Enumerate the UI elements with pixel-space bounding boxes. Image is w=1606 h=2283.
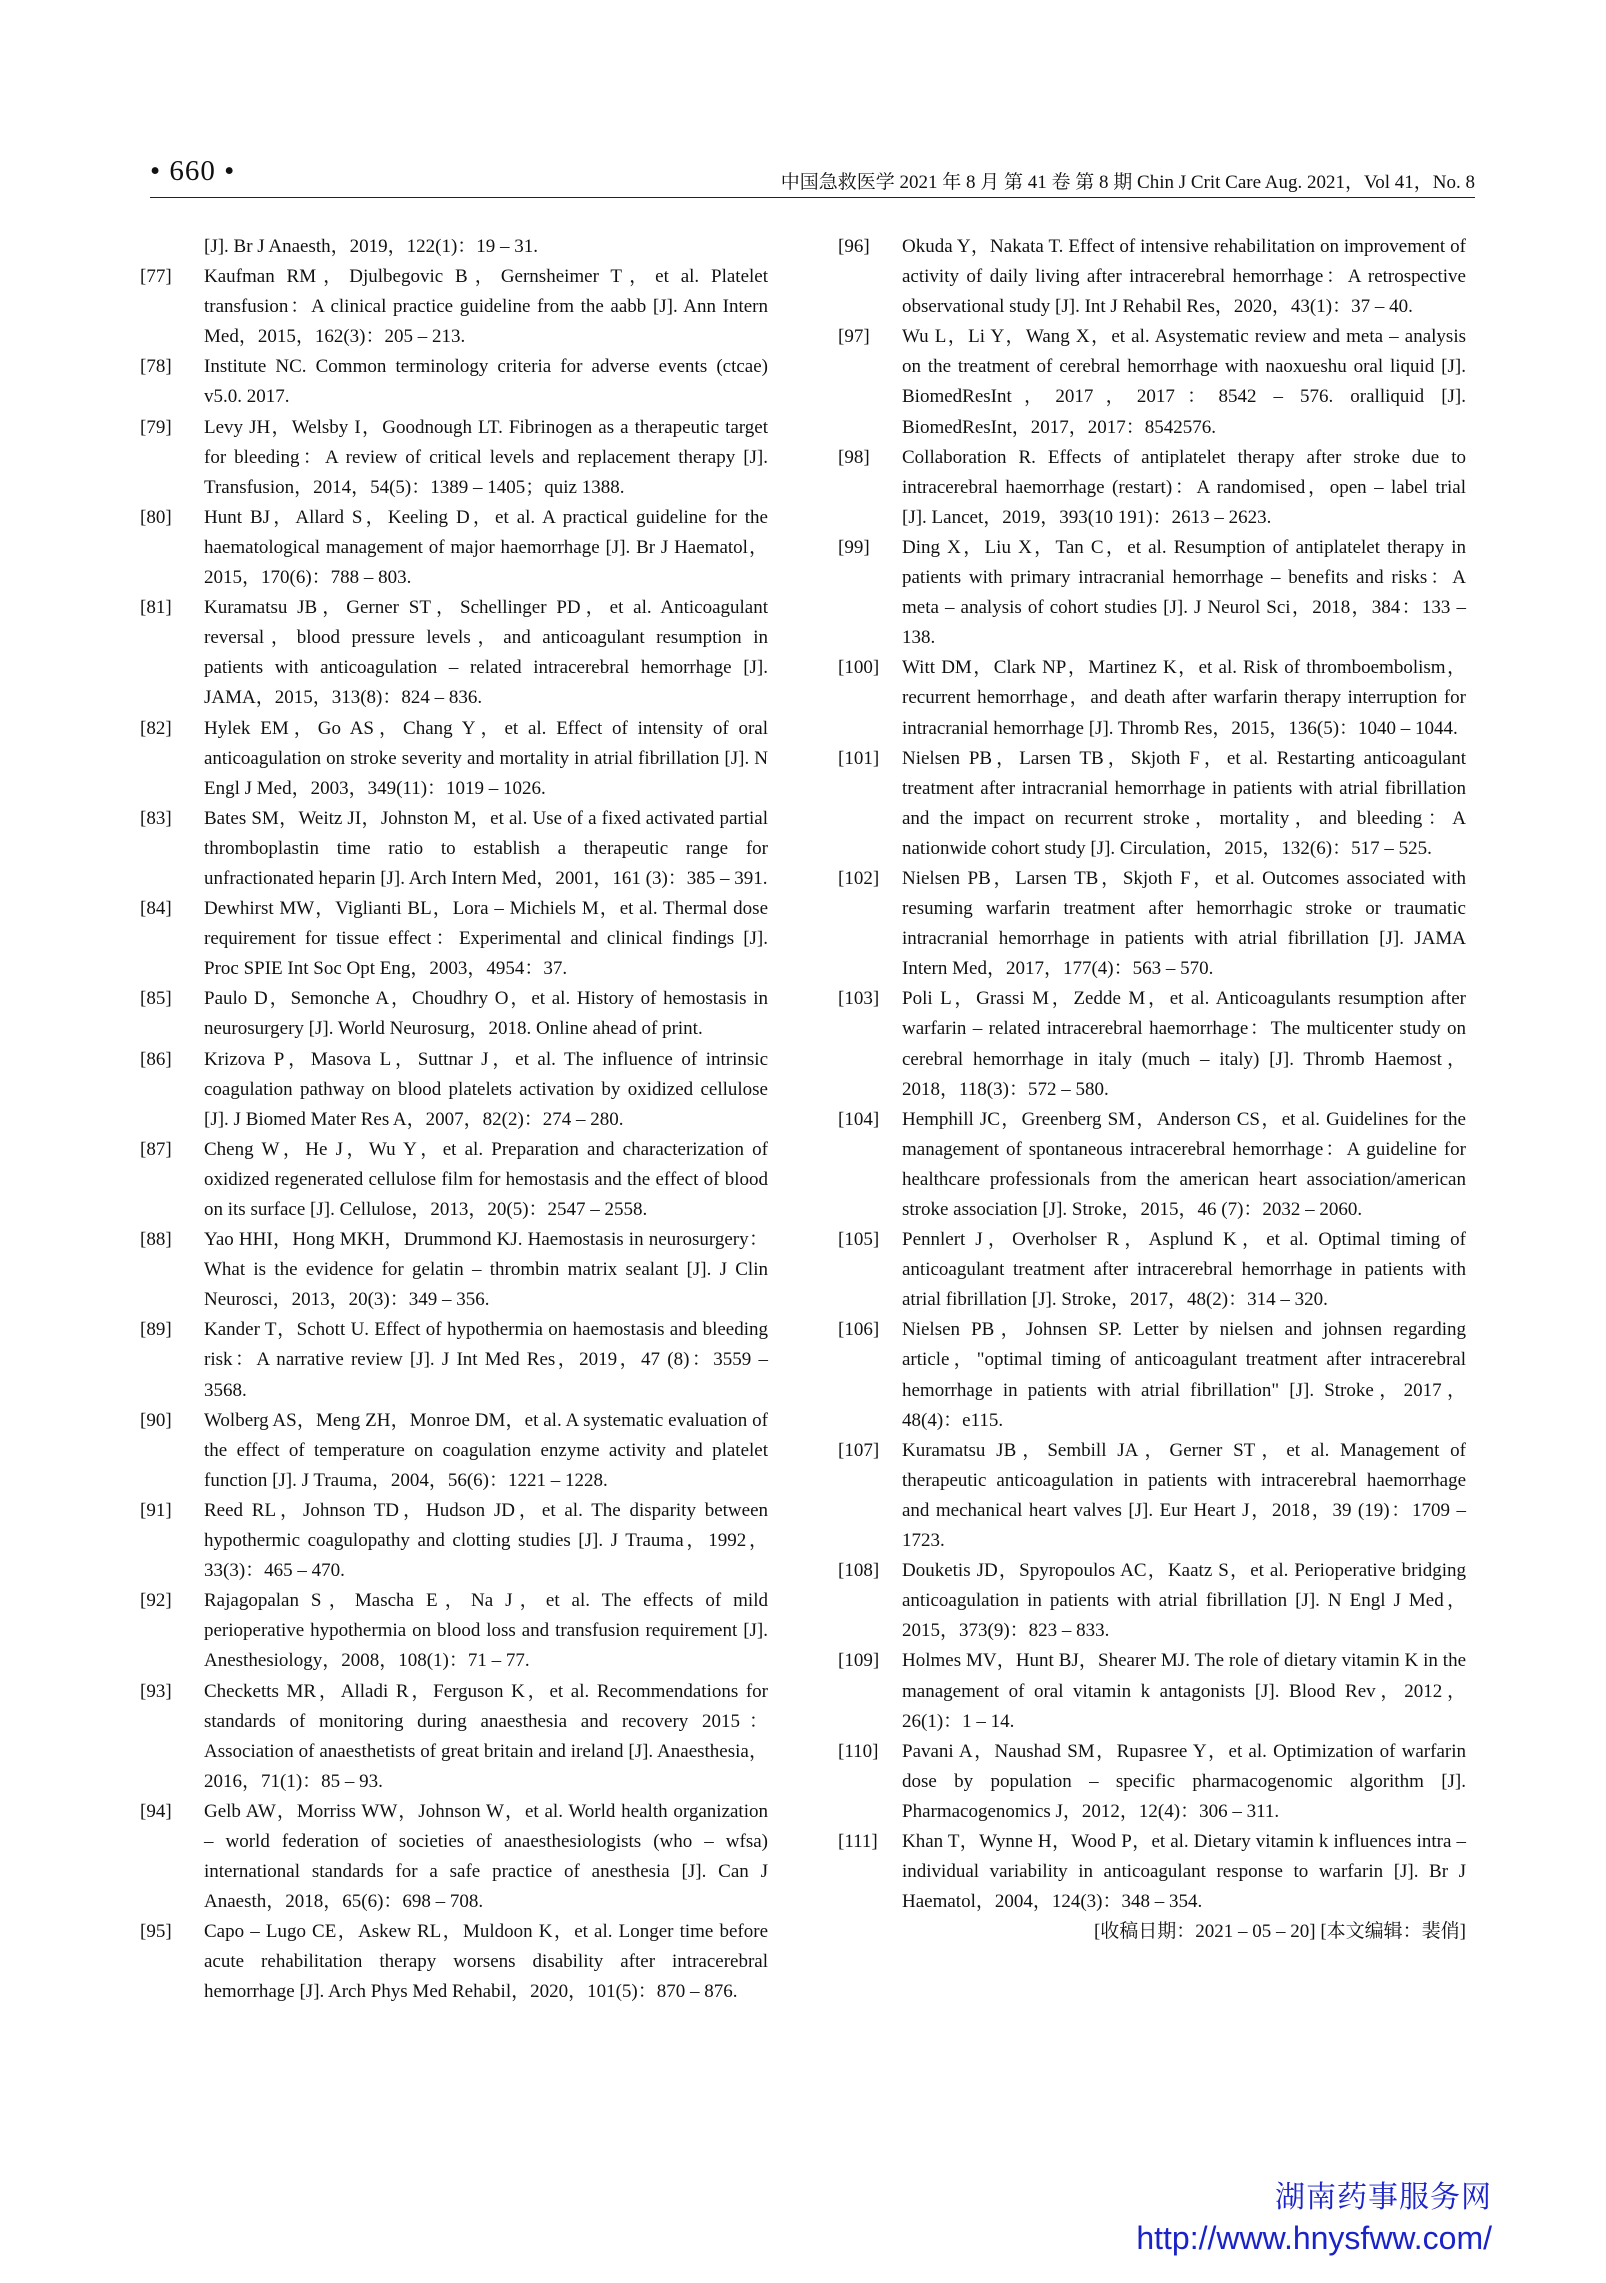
reference-number: [105]: [838, 1229, 880, 1251]
reference-text: Gelb AW，Morriss WW，Johnson W，et al. World health organization – world federation of societies of anaesthesiologists (who – wfsa) international standards for a safe practice of anesthesia [J]. Can J Anaesth，2018，65(6)：698 – 708.: [204, 1800, 768, 1913]
reference-number: [91]: [140, 1499, 172, 1521]
reference-item: [140, 714, 768, 804]
reference-number: [94]: [140, 1800, 172, 1822]
reference-text: Pennlert J，Overholser R，Asplund K，et al. Optimal timing of anticoagulant treatment after intracerebral hemorrhage in patients with atrial fibrillation [J]. Stroke，2017，48(2)：314 – 320.: [902, 1229, 1466, 1311]
watermark: [1136, 2172, 1492, 2257]
reference-item: [140, 593, 768, 713]
reference-number: [108]: [838, 1560, 880, 1582]
reference-text: Levy JH，Welsby I，Goodnough LT. Fibrinogen as a therapeutic target for bleeding：A review of critical levels and replacement therapy [J]. Transfusion，2014，54(5)：1389 – 1405；quiz 1388.: [204, 416, 768, 498]
reference-item: [140, 413, 768, 503]
reference-text: Hylek EM，Go AS，Chang Y，et al. Effect of intensity of oral anticoagulation on stroke severity and mortality in atrial fibrillation [J]. N Engl J Med，2003，349(11)：1019 – 1026.: [204, 717, 768, 799]
reference-number: [88]: [140, 1229, 172, 1251]
reference-text: Holmes MV，Hunt BJ，Shearer MJ. The role of dietary vitamin K in the management of oral vitamin k antagonists [J]. Blood Rev，2012，26(1)：1 – 14.: [902, 1650, 1466, 1732]
reference-item: [140, 1225, 768, 1315]
reference-number: [90]: [140, 1409, 172, 1431]
reference-item: [140, 1315, 768, 1405]
reference-text: Reed RL，Johnson TD，Hudson JD，et al. The disparity between hypothermic coagulopathy and clotting studies [J]. J Trauma，1992，33(3)：465 – 470.: [204, 1499, 768, 1582]
reference-number: [86]: [140, 1048, 172, 1070]
reference-number: [95]: [140, 1921, 172, 1943]
reference-number: [87]: [140, 1138, 172, 1160]
reference-item: [838, 1827, 1466, 1917]
reference-number: [103]: [838, 988, 880, 1010]
reference-item: [838, 744, 1466, 864]
reference-number: [107]: [838, 1439, 880, 1461]
reference-item: [838, 443, 1466, 533]
reference-number: [109]: [838, 1650, 880, 1672]
reference-continuation: [J]. Br J Anaesth，2019，122(1)：19 – 31.: [204, 236, 539, 257]
reference-list-right: [838, 232, 1466, 1917]
reference-text: Khan T，Wynne H，Wood P，et al. Dietary vitamin k influences intra – individual variability in anticoagulant response to warfarin [J]. Br J Haematol，2004，124(3)：348 – 354.: [902, 1830, 1466, 1913]
reference-number: [110]: [838, 1740, 879, 1762]
reference-number: [79]: [140, 416, 172, 438]
reference-number: [77]: [140, 266, 172, 288]
watermark-site-name: 湖南药事服务网: [1275, 2180, 1492, 2215]
reference-text: Paulo D，Semonche A，Choudhry O，et al. History of hemostasis in neurosurgery [J]. World Neurosurg，2018. Online ahead of print.: [204, 988, 768, 1040]
reference-text: Ding X，Liu X，Tan C，et al. Resumption of antiplatelet therapy in patients with primary intracranial hemorrhage – benefits and risks：A meta – analysis of cohort studies [J]. J Neurol Sci，2018，384：133 – 138.: [902, 536, 1466, 649]
reference-number: [89]: [140, 1319, 172, 1341]
reference-text: Collaboration R. Effects of antiplatelet therapy after stroke due to intracerebral haemorrhage (restart)：A randomised，open – label trial [J]. Lancet，2019，393(10 191)：2613 – 2623.: [902, 446, 1466, 528]
reference-text: Poli L，Grassi M，Zedde M，et al. Anticoagulants resumption after warfarin – related intracerebral haemorrhage：The multicenter study on cerebral hemorrhage in italy (much – italy) [J]. Thromb Haemost，2018，118(3)：572 – 580.: [902, 988, 1466, 1100]
reference-item: [140, 1045, 768, 1135]
reference-list-left: [140, 262, 768, 2007]
reference-item: [838, 1646, 1466, 1736]
reference-item: [140, 1797, 768, 1917]
reference-item: [140, 1917, 768, 2007]
reference-item: [140, 804, 768, 894]
reference-text: Hemphill JC，Greenberg SM，Anderson CS，et al. Guidelines for the management of spontaneous intracerebral hemorrhage：A guideline for healthcare professionals from the american heart association/american stroke association [J]. Stroke，2015，46 (7)：2032 – 2060.: [902, 1108, 1466, 1220]
reference-text: Kaufman RM，Djulbegovic B，Gernsheimer T，et al. Platelet transfusion：A clinical practice guideline from the aabb [J]. Ann Intern Med，2015，162(3)：205 – 213.: [204, 266, 768, 348]
received-date-editor-note: [收稿日期：2021 – 05 – 20] [本文编辑：裴俏]: [1093, 1921, 1466, 1943]
reference-number: [100]: [838, 657, 880, 679]
reference-item: [838, 232, 1466, 322]
reference-text: Kuramatsu JB，Gerner ST，Schellinger PD，et al. Anticoagulant reversal，blood pressure levels，and anticoagulant resumption in patients with anticoagulation – related intracerebral hemorrhage [J]. JAMA，2015，313(8)：824 – 836.: [204, 597, 768, 709]
reference-item: [838, 1556, 1466, 1646]
reference-text: Witt DM，Clark NP，Martinez K，et al. Risk of thromboembolism，recurrent hemorrhage，and death after warfarin therapy interruption for intracranial hemorrhage [J]. Thromb Res，2015，136(5)：1040 – 1044.: [902, 657, 1466, 739]
page-number: • 660 •: [150, 155, 236, 187]
reference-number: [99]: [838, 536, 870, 558]
reference-text: Bates SM，Weitz JI，Johnston M，et al. Use of a fixed activated partial thromboplastin time ratio to establish a therapeutic range for unfractionated heparin [J]. Arch Intern Med，2001，161 (3)：385 – 391.: [204, 807, 768, 889]
header-rule: [150, 197, 1475, 198]
reference-item: [140, 1586, 768, 1676]
references-left-column: [140, 232, 768, 2008]
reference-text: Institute NC. Common terminology criteria for adverse events (ctcae) v5.0. 2017.: [204, 356, 768, 408]
reference-number: [80]: [140, 506, 172, 528]
journal-header: 中国急救医学 2021 年 8 月 第 41 卷 第 8 期 Chin J Crit Care Aug. 2021，Vol 41，No. 8: [780, 172, 1475, 193]
reference-text: Okuda Y，Nakata T. Effect of intensive rehabilitation on improvement of activity of daily living after intracerebral hemorrhage：A retrospective observational study [J]. Int J Rehabil Res，2020，43(1)：37 – 40.: [902, 236, 1466, 318]
reference-item: [838, 1105, 1466, 1225]
reference-item: [140, 262, 768, 352]
reference-item: [838, 984, 1466, 1104]
reference-item: [140, 1406, 768, 1496]
reference-number: [84]: [140, 898, 172, 920]
reference-number: [85]: [140, 988, 172, 1010]
reference-number: [101]: [838, 747, 880, 769]
reference-item: [838, 864, 1466, 984]
reference-text: Pavani A，Naushad SM，Rupasree Y，et al. Optimization of warfarin dose by population – specific pharmacogenomic algorithm [J]. Pharmacogenomics J，2012，12(4)：306 – 311.: [902, 1740, 1466, 1822]
reference-number: [92]: [140, 1590, 172, 1612]
reference-text: Nielsen PB，Larsen TB，Skjoth F，et al. Restarting anticoagulant treatment after intracranial hemorrhage in patients with atrial fibrillation and the impact on recurrent stroke，mortality，and bleeding：A nationwide cohort study [J]. Circulation，2015，132(6)：517 – 525.: [902, 747, 1466, 859]
reference-text: Nielsen PB，Larsen TB，Skjoth F，et al. Outcomes associated with resuming warfarin treatment after hemorrhagic stroke or traumatic intracranial hemorrhage in patients with atrial fibrillation [J]. JAMA Intern Med，2017，177(4)：563 – 570.: [902, 867, 1466, 980]
reference-number: [83]: [140, 807, 172, 829]
reference-number: [96]: [838, 236, 870, 257]
reference-number: [93]: [140, 1680, 172, 1702]
reference-text: Kuramatsu JB，Sembill JA，Gerner ST，et al. Management of therapeutic anticoagulation in patients with intracerebral haemorrhage and mechanical heart valves [J]. Eur Heart J，2018，39 (19)：1709 – 1723.: [902, 1439, 1466, 1552]
references-right-column: [838, 232, 1466, 1947]
reference-text: Checketts MR，Alladi R，Ferguson K，et al. Recommendations for standards of monitoring during anaesthesia and recovery 2015：Association of anaesthetists of great britain and ireland [J]. Anaesthesia，2016，71(1)：85 – 93.: [204, 1680, 768, 1792]
reference-item: [140, 503, 768, 593]
reference-number: [102]: [838, 867, 880, 889]
reference-item: [140, 352, 768, 412]
reference-item: [838, 1315, 1466, 1435]
reference-text: Capo – Lugo CE，Askew RL，Muldoon K，et al. Longer time before acute rehabilitation therapy worsens disability after intracerebral hemorrhage [J]. Arch Phys Med Rehabil，2020，101(5)：870 – 876.: [204, 1921, 768, 2003]
reference-text: Dewhirst MW，Viglianti BL，Lora – Michiels M，et al. Thermal dose requirement for tissue effect：Experimental and clinical findings [J]. Proc SPIE Int Soc Opt Eng，2003，4954：37.: [204, 898, 768, 980]
reference-item: [140, 894, 768, 984]
reference-number: [82]: [140, 717, 172, 739]
reference-text: Wolberg AS，Meng ZH，Monroe DM，et al. A systematic evaluation of the effect of temperature on coagulation enzyme activity and platelet function [J]. J Trauma，2004，56(6)：1221 – 1228.: [204, 1409, 768, 1491]
reference-text: Yao HHI，Hong MKH，Drummond KJ. Haemostasis in neurosurgery：What is the evidence for gelatin – thrombin matrix sealant [J]. J Clin Neurosci，2013，20(3)：349 – 356.: [204, 1229, 768, 1311]
reference-item: [838, 1436, 1466, 1556]
reference-text: Kander T，Schott U. Effect of hypothermia on haemostasis and bleeding risk：A narrative review [J]. J Int Med Res，2019，47 (8)：3559 – 3568.: [204, 1319, 768, 1401]
reference-item: [838, 533, 1466, 653]
reference-number: [104]: [838, 1108, 880, 1130]
reference-text: Cheng W，He J，Wu Y，et al. Preparation and characterization of oxidized regenerated cellulose film for hemostasis and the effect of blood on its surface [J]. Cellulose，2013，20(5)：2547 – 2558.: [204, 1138, 768, 1220]
reference-item: [838, 1225, 1466, 1315]
reference-item: [140, 1677, 768, 1797]
reference-text: Hunt BJ，Allard S，Keeling D，et al. A practical guideline for the haematological management of major haemorrhage [J]. Br J Haematol，2015，170(6)：788 – 803.: [204, 506, 768, 589]
reference-number: [81]: [140, 597, 172, 619]
reference-number: [97]: [838, 326, 870, 348]
reference-text: Douketis JD，Spyropoulos AC，Kaatz S，et al. Perioperative bridging anticoagulation in patients with atrial fibrillation [J]. N Engl J Med，2015，373(9)：823 – 833.: [902, 1560, 1466, 1642]
reference-text: Rajagopalan S，Mascha E，Na J，et al. The effects of mild perioperative hypothermia on blood loss and transfusion requirement [J]. Anesthesiology，2008，108(1)：71 – 77.: [204, 1590, 768, 1672]
watermark-url: http://www.hnysfww.com/: [1136, 2220, 1492, 2256]
reference-text: Krizova P，Masova L，Suttnar J，et al. The influence of intrinsic coagulation pathway on blood platelets activation by oxidized cellulose [J]. J Biomed Mater Res A，2007，82(2)：274 – 280.: [204, 1048, 768, 1130]
reference-item: [140, 1496, 768, 1586]
reference-number: [98]: [838, 446, 870, 468]
reference-text: Wu L，Li Y，Wang X，et al. Asystematic review and meta – analysis on the treatment of cerebral hemorrhage with naoxueshu oral liquid [J]. BiomedResInt，2017，2017：8542 – 576. oralliquid [J]. BiomedResInt，2017，2017：8542576.: [902, 326, 1466, 438]
reference-item: [838, 1737, 1466, 1827]
reference-number: [106]: [838, 1319, 880, 1341]
reference-item: [838, 653, 1466, 743]
reference-number: [111]: [838, 1830, 878, 1852]
reference-text: Nielsen PB，Johnsen SP. Letter by nielsen and johnsen regarding article，"optimal timing of anticoagulant treatment after intracerebral hemorrhage in patients with atrial fibrillation" [J]. Stroke，2017，48(4)：e115.: [902, 1319, 1466, 1431]
reference-item: [140, 984, 768, 1044]
reference-item: [838, 322, 1466, 442]
reference-item: [140, 1135, 768, 1225]
reference-number: [78]: [140, 356, 172, 378]
